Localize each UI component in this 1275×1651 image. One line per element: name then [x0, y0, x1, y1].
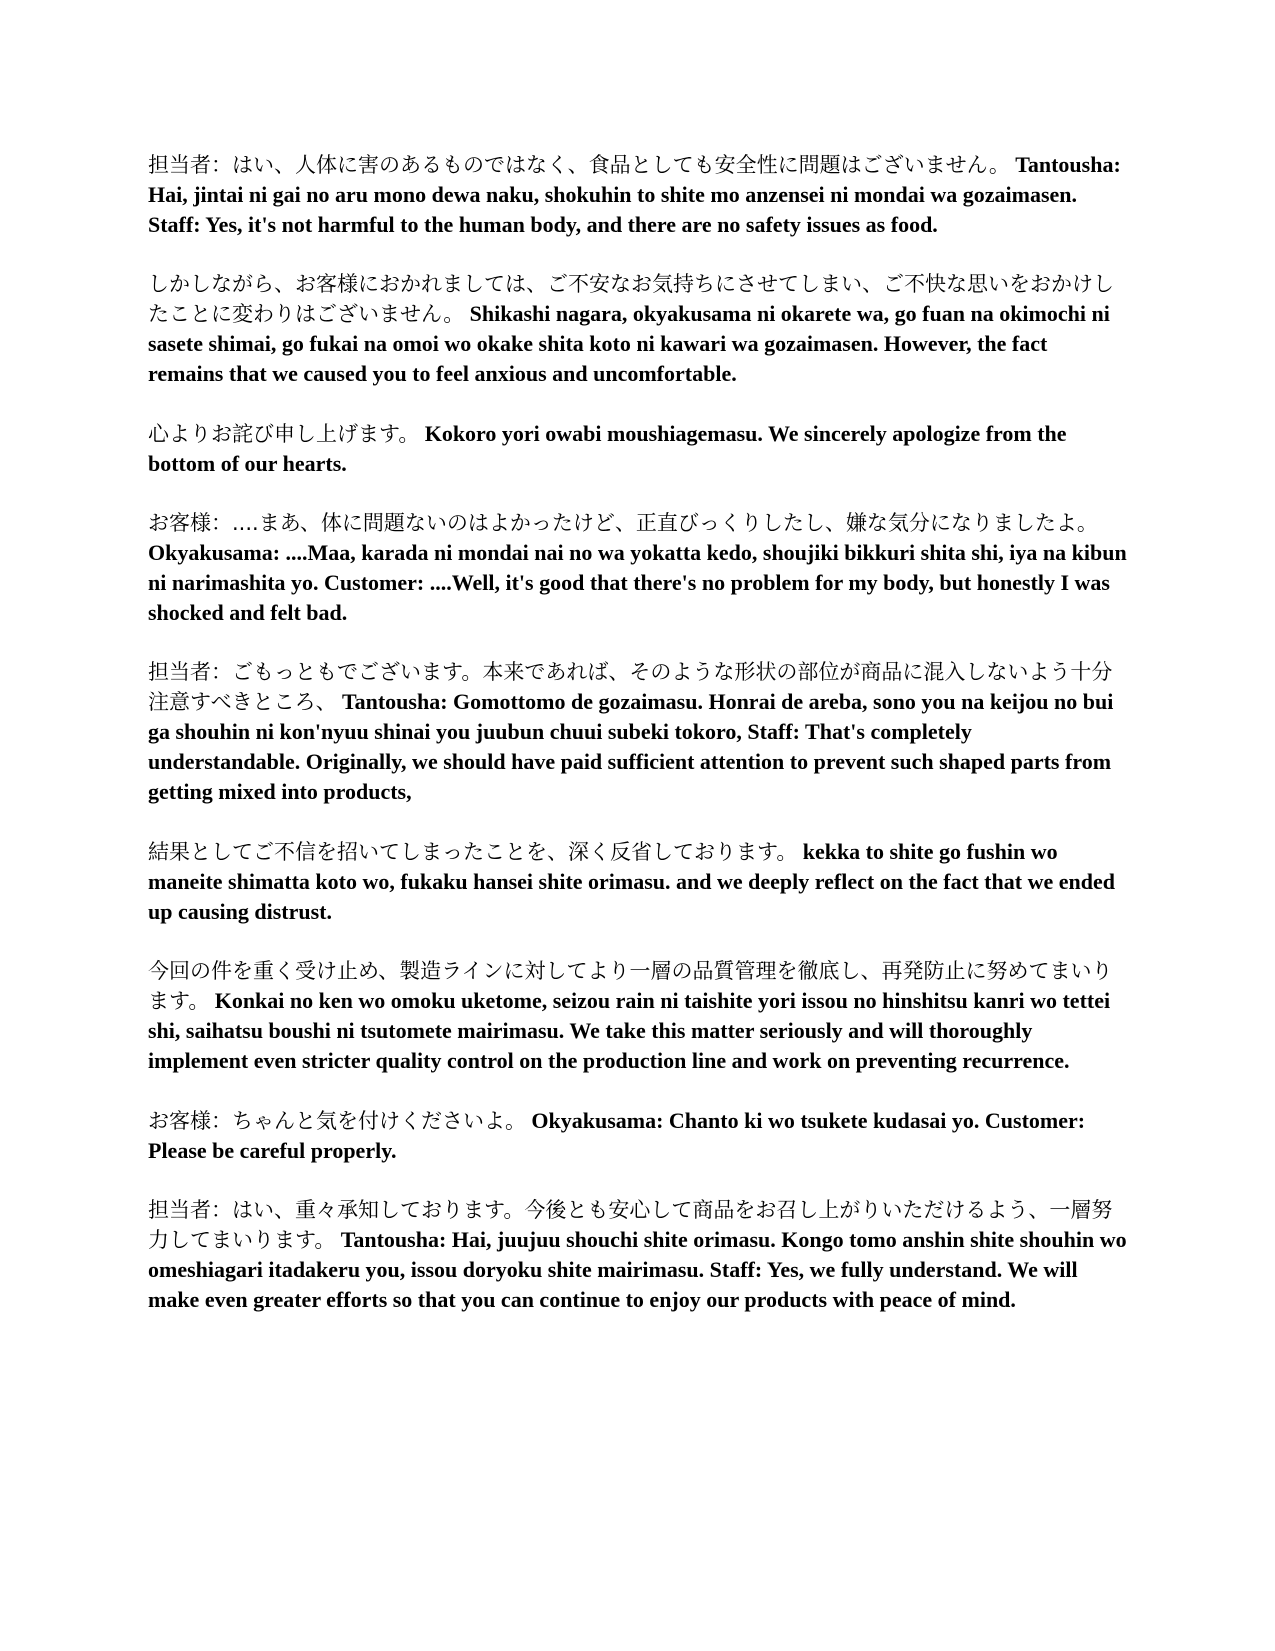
translation-text: Tantousha: Gomottomo de gozaimasu. Honrai de areba, sono you na keijou no bui ga shouhin ni kon'nyuu shinai you juubun chuui subeki tokoro, Staff: That's completely understandable. Originally, we should have paid sufficient attention to prevent such shaped parts from getting mixed into products, [148, 689, 1114, 804]
japanese-text: 担当者：ごもっともでございます。本来であれば、そのような形状の部位が商品に混入しないよう十分注意すべきところ、 [148, 660, 1113, 714]
japanese-text: 結果としてご不信を招いてしまったことを、深く反省しております。 [148, 840, 798, 864]
translation-text: Kokoro yori owabi moushiagemasu. We sincerely apologize from the bottom of our hearts. [148, 421, 1067, 476]
translation-text: kekka to shite go fushin wo maneite shimatta koto wo, fukaku hansei shite orimasu. and we deeply reflect on the fact that we ended up causing distrust. [148, 839, 1115, 924]
translation-text: Tantousha: Hai, jintai ni gai no aru mono dewa naku, shokuhin to shite mo anzensei ni mondai wa gozaimasen. Staff: Yes, it's not harmful to the human body, and there are no safety issues as food. [148, 152, 1121, 237]
japanese-text: しかしながら、お客様におかれましては、ご不安なお気持ちにさせてしまい、ご不快な思いをおかけしたことに変わりはございません。 [148, 272, 1114, 326]
translation-text: Tantousha: Hai, juujuu shouchi shite orimasu. Kongo tomo anshin shite shouhin wo omeshiagari itadakeru you, issou doryoku shite mairimasu. Staff: Yes, we fully understand. We will make even greater efforts so that you can continue to enjoy our products with peace of mind. [148, 1227, 1127, 1312]
paragraph-1 [148, 150, 1128, 240]
japanese-text: 今回の件を重く受け止め、製造ラインに対してより一層の品質管理を徹底し、再発防止に努めてまいります。 [148, 959, 1113, 1013]
translation-text: Konkai no ken wo omoku uketome, seizou rain ni taishite yori issou no hinshitsu kanri wo tettei shi, saihatsu boushi ni tsutomete mairimasu. We take this matter seriously and will thoroughly implement even stricter quality control on the production line and work on preventing recurrence. [148, 988, 1111, 1073]
paragraph-3 [148, 419, 1128, 479]
paragraph-5 [148, 658, 1128, 807]
paragraph-8 [148, 1106, 1128, 1166]
translation-text: Okyakusama: ....Maa, karada ni mondai nai no wa yokatta kedo, shoujiki bikkuri shita shi, iya na kibun ni narimashita yo. Customer: ....Well, it's good that there's no problem for my body, but honestly I was shocked and felt bad. [148, 540, 1127, 625]
paragraph-4 [148, 509, 1128, 628]
translation-text: Okyakusama: Chanto ki wo tsukete kudasai yo. Customer: Please be careful properly. [148, 1108, 1086, 1163]
japanese-text: 心よりお詫び申し上げます。 [148, 422, 420, 446]
japanese-text: お客様：....まあ、体に問題ないのはよかったけど、正直びっくりしたし、嫌な気分になりましたよ。 [148, 511, 1098, 535]
paragraph-2 [148, 270, 1128, 389]
translation-text: Shikashi nagara, okyakusama ni okarete wa, go fuan na okimochi ni sasete shimai, go fukai na omoi wo okake shita koto ni kawari wa gozaimasen. However, the fact remains that we caused you to feel anxious and uncomfortable. [148, 301, 1110, 386]
document-body [148, 150, 1128, 1345]
paragraph-9 [148, 1196, 1128, 1315]
japanese-text: 担当者：はい、重々承知しております。今後とも安心して商品をお召し上がりいただけるよう、一層努力してまいります。 [148, 1198, 1113, 1252]
paragraph-6 [148, 837, 1128, 927]
japanese-text: 担当者：はい、人体に害のあるものではなく、食品としても安全性に問題はございません。 [148, 153, 1010, 177]
japanese-text: お客様：ちゃんと気を付けくださいよ。 [148, 1109, 526, 1133]
paragraph-7 [148, 957, 1128, 1076]
